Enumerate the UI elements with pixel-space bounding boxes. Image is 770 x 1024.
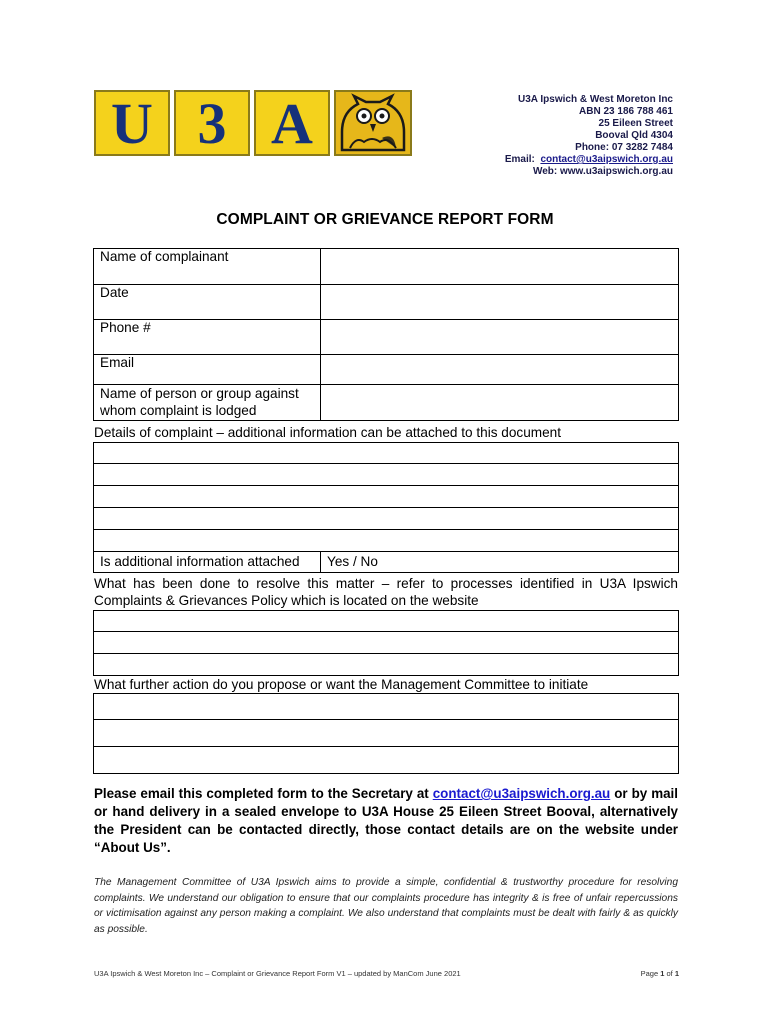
org-abn: ABN 23 186 788 461: [579, 106, 673, 117]
date-field[interactable]: [321, 285, 679, 320]
instructions-part1: Please email this completed form to the Secretary at: [94, 786, 433, 801]
phone-label: Phone #: [94, 320, 321, 355]
page-total: 1: [674, 969, 679, 978]
org-email-line: [505, 154, 673, 166]
details-line[interactable]: [93, 442, 679, 464]
resolve-line[interactable]: [93, 632, 679, 654]
date-label: Date: [94, 285, 321, 320]
attached-label: Is additional information attached: [94, 552, 321, 573]
action-caption: What further action do you propose or want the Management Committee to initiate: [94, 677, 589, 692]
name-field[interactable]: [321, 249, 679, 285]
org-suburb: Booval Qld 4304: [595, 130, 673, 141]
logo-letter-a: A: [254, 90, 330, 156]
org-name: U3A Ipswich & West Moreton Inc: [517, 94, 673, 105]
resolve-caption: What has been done to resolve this matter – refer to processes identified in U3A Ipswich Complaints & Grievances Policy which is located on the website: [94, 576, 678, 608]
action-line[interactable]: [93, 747, 679, 774]
org-street: 25 Eileen Street: [598, 118, 673, 129]
against-label-line1: Name of person or group against: [100, 386, 299, 401]
footer-text: U3A Ipswich & West Moreton Inc – Complaint or Grievance Report Form V1 – updated by ManCom June 2021: [94, 969, 461, 978]
against-label: [94, 385, 321, 421]
page-prefix: Page: [640, 969, 661, 978]
org-web: Web: www.u3aipswich.org.au: [532, 166, 673, 177]
resolve-line[interactable]: [93, 610, 679, 632]
instructions-email-link[interactable]: contact@u3aipswich.org.au: [432, 786, 611, 801]
org-email-label: Email:: [504, 154, 535, 165]
attached-options[interactable]: Yes / No: [321, 552, 679, 573]
org-email-link[interactable]: contact@u3aipswich.org.au: [540, 154, 673, 165]
action-line[interactable]: [93, 693, 679, 720]
owl-icon: [334, 90, 412, 156]
attached-table: [93, 551, 679, 573]
committee-statement: The Management Committee of U3A Ipswich aims to provide a simple, confidential & trustworthy procedure for resolving complaints. We understand our obligation to ensure that our complaints procedure has integrity & is free of unfair repercussions or victimisation against any person making a complaint. We also understand that complaints must be dealt with fairly & as quickly as possible.: [94, 877, 678, 935]
against-label-line2: whom complaint is lodged: [100, 403, 257, 418]
page-current: 1: [660, 969, 665, 978]
contact-block: [505, 94, 673, 178]
resolve-rows: [93, 610, 679, 676]
page-number: [641, 969, 679, 978]
logo-letter-u: U: [94, 90, 170, 156]
email-label: Email: [94, 355, 321, 385]
email-field[interactable]: [321, 355, 679, 385]
resolve-line[interactable]: [93, 654, 679, 676]
page-of: of: [664, 969, 675, 978]
submission-instructions: [94, 785, 678, 857]
logo-letter-3: 3: [174, 90, 250, 156]
form-title: COMPLAINT OR GRIEVANCE REPORT FORM: [216, 211, 554, 228]
phone-field[interactable]: [321, 320, 679, 355]
details-line[interactable]: [93, 530, 679, 552]
details-rows: [93, 442, 679, 552]
org-phone: Phone: 07 3282 7484: [575, 142, 673, 153]
details-caption: Details of complaint – additional information can be attached to this document: [94, 425, 561, 440]
action-rows: [93, 693, 679, 774]
details-line[interactable]: [93, 508, 679, 530]
name-label: Name of complainant: [94, 249, 321, 285]
instructions-part2: or by mail or hand delivery in a sealed envelope to U3A House 25 Eileen Street Booval, alternatively the President can be contacted directly, those contact details are on the website under “About Us”.: [94, 786, 678, 855]
details-line[interactable]: [93, 486, 679, 508]
against-field[interactable]: [321, 385, 679, 421]
complainant-table: [93, 248, 679, 421]
u3a-logo: [94, 88, 414, 160]
action-line[interactable]: [93, 720, 679, 747]
details-line[interactable]: [93, 464, 679, 486]
